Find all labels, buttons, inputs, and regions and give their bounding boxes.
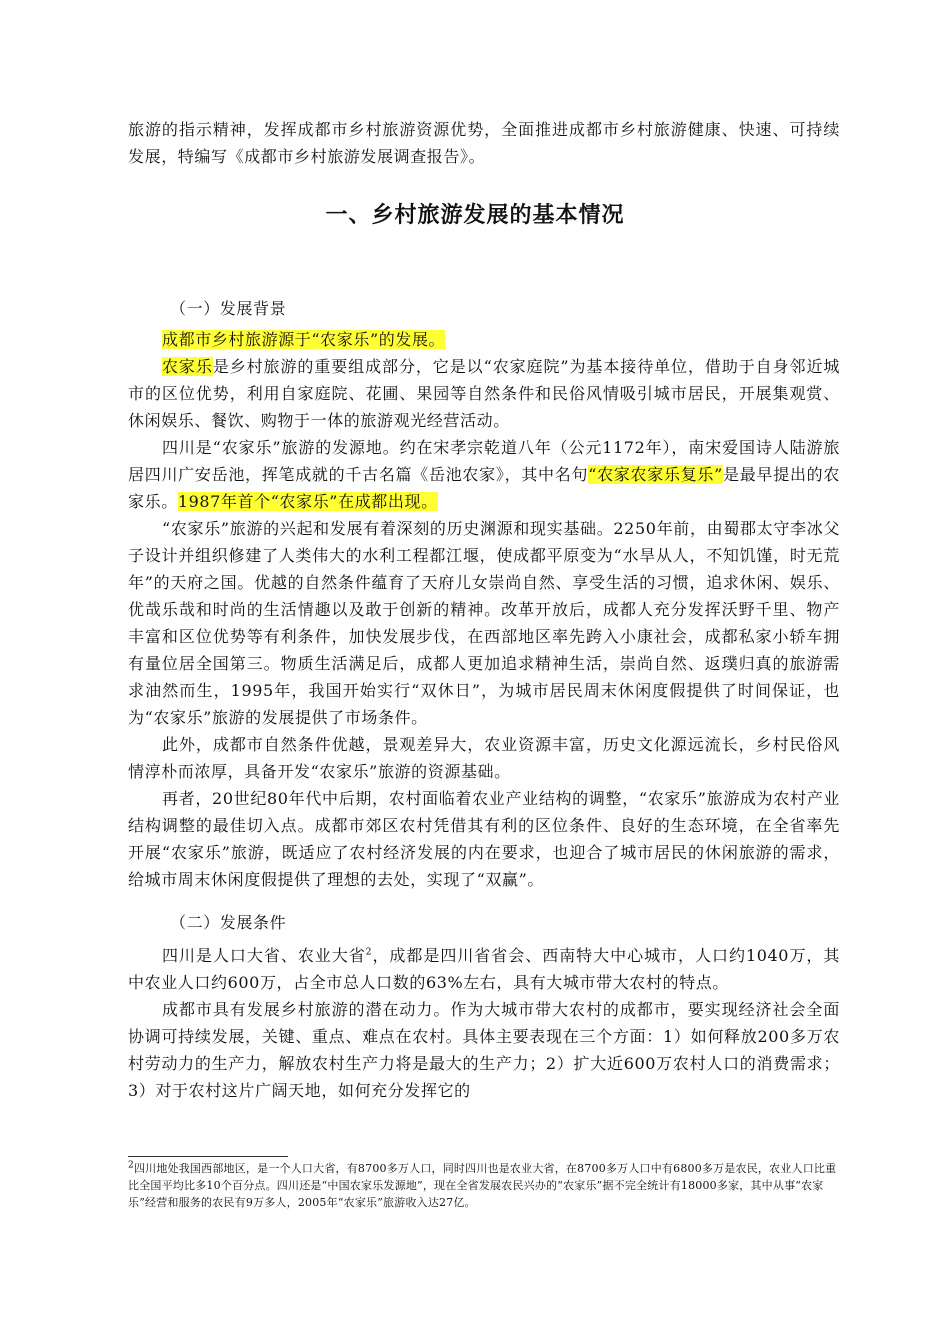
- background-section-body: [128, 326, 840, 893]
- intro-paragraph: 旅游的指示精神，发挥成都市乡村旅游资源优势，全面推进成都市乡村旅游健康、快速、可持续发展，特编写《成都市乡村旅游发展调查报告》。: [128, 120, 840, 166]
- intro-paragraph-block: [128, 116, 840, 170]
- subsection-heading-conditions: （二）发展条件: [170, 913, 287, 932]
- paragraph-population: [128, 942, 840, 996]
- population-text-b: ，成都是四川省省会、西南特大中心城市，人口约1040万，其中农业人口约600万，占全市总人口数的63%左右，具有大城市带大农村的特点。: [128, 946, 840, 992]
- highlight-nongjiale: 农家乐: [162, 357, 213, 376]
- paragraph-origin: [128, 326, 840, 353]
- birthplace-text-a: 四川是“农家乐”旅游的发源地。约在宋孝宗乾道八年（公元1172年），南宋爱国诗人陆游旅居四川广安岳池，挥笔成就的千古名篇《岳池农家》，其中名句: [128, 438, 840, 484]
- highlight-famous-line: “农家农家乐复乐”: [588, 465, 723, 484]
- footnote-marker: 2: [128, 1160, 134, 1171]
- highlight-origin: 成都市乡村旅游源于“农家乐”的发展。: [162, 330, 446, 349]
- footnote: [128, 1160, 840, 1211]
- footnote-text: 四川地处我国西部地区，是一个人口大省，有8700多万人口，同时四川也是农业大省，在8700多万人口中有6800多万是农民，农业人口比重比全国平均比多10个百分点。四川还是“中国农家乐发源地”，现在全省发展农民兴办的“农家乐”据不完全统计有18000多家，其中从事“农家乐”经营和服务的农民有9万多人，2005年“农家乐”旅游收入达27亿。: [128, 1162, 837, 1209]
- footnote-reference[interactable]: 2: [365, 947, 373, 958]
- subsection-heading-background: （一）发展背景: [170, 299, 287, 318]
- conditions-section-body: [128, 942, 840, 1104]
- birthplace-text-b: 是最早提出的农家乐。: [128, 465, 840, 511]
- footnote-divider: [128, 1156, 288, 1157]
- paragraph-nongjiale-definition: [128, 353, 840, 434]
- definition-text: 是乡村旅游的重要组成部分，它是以“农家庭院”为基本接待单位，借助于自身邻近城市的区位优势，利用自家庭院、花圃、果园等自然条件和民俗风情吸引城市居民，开展集观赏、休闲娱乐、餐饮、购物于一体的旅游观光经营活动。: [128, 357, 840, 430]
- paragraph-industry-adjustment: 再者，20世纪80年代中后期，农村面临着农业产业结构的调整，“农家乐”旅游成为农村产业结构调整的最佳切入点。成都市郊区农村凭借其有利的区位条件、良好的生态环境，在全省率先开展“农家乐”旅游，既适应了农村经济发展的内在要求，也迎合了城市居民的休闲旅游的需求，给城市周末休闲度假提供了理想的去处，实现了“双赢”。: [128, 789, 840, 889]
- paragraph-history: “农家乐”旅游的兴起和发展有着深刻的历史渊源和现实基础。2250年前，由蜀郡太守李冰父子设计并组织修建了人类伟大的水利工程都江堰，使成都平原变为“水旱从人，不知饥馑，时无荒年”的天府之国。优越的自然条件蕴育了天府儿女崇尚自然、享受生活的习惯，追求休闲、娱乐、优哉乐哉和时尚的生活情趣以及敢于创新的精神。改革开放后，成都人充分发挥沃野千里、物产丰富和区位优势等有利条件，加快发展步伐，在西部地区率先跨入小康社会，成都私家小轿车拥有量位居全国第三。物质生活满足后，成都人更加追求精神生活，崇尚自然、返璞归真的旅游需求油然而生，1995年，我国开始实行“双休日”，为城市居民周末休闲度假提供了时间保证，也为“农家乐”旅游的发展提供了市场条件。: [128, 519, 840, 727]
- section-title: 一、乡村旅游发展的基本情况: [325, 203, 625, 228]
- highlight-1987: 1987年首个“农家乐”在成都出现。: [177, 492, 438, 511]
- population-text-a: 四川是人口大省、农业大省: [162, 946, 366, 965]
- paragraph-potential: 成都市具有发展乡村旅游的潜在动力。作为大城市带大农村的成都市，要实现经济社会全面协调可持续发展，关键、重点、难点在农村。具体主要表现在三个方面：1）如何释放200多万农村劳动力的生产力，解放农村生产力将是最大的生产力；2）扩大近600万农村人口的消费需求；3）对于农村这片广阔天地，如何充分发挥它的: [128, 1000, 840, 1100]
- paragraph-natural-conditions: 此外，成都市自然条件优越，景观差异大，农业资源丰富，历史文化源远流长，乡村民俗风情淳朴而浓厚，具备开发“农家乐”旅游的资源基础。: [128, 735, 840, 781]
- paragraph-birthplace: [128, 434, 840, 515]
